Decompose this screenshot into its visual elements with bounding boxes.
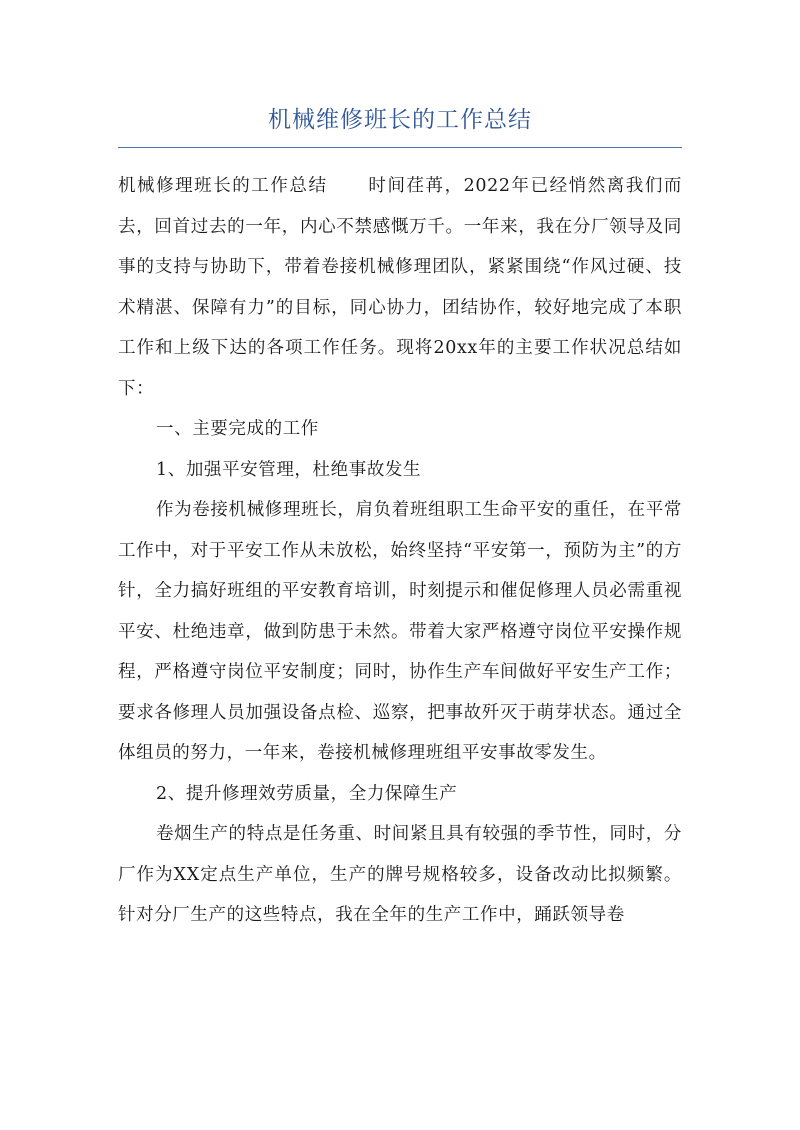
subsection-paragraph-2: 卷烟生产的特点是任务重、时间紧且具有较强的季节性，同时，分厂作为XX定点生产单位，生产的牌号规格较多，设备改动比拟频繁。针对分厂生产的这些特点，我在全年的生产工作中，踊跃领导卷 <box>118 824 682 925</box>
document-title: 机械维修班长的工作总结 <box>268 107 532 133</box>
intro-text: 时间荏苒，2022年已经悄然离我们而去，回首过去的一年，内心不禁感慨万千。一年来，我在分厂领导及同事的支持与协助下，带着卷接机械修理团队，紧紧围绕“作风过硬、技术精湛、保障有力”的目标，同心协力，团结协作，较好地完成了本职工作和上级下达的各项工作任务。现将20xx年的主要工作状况总结如下： <box>118 176 682 399</box>
document-body <box>118 166 682 936</box>
intro-lead: 机械修理班长的工作总结 <box>118 176 328 196</box>
subsection-heading-2: 2、提升修理效劳质量，全力保障生产 <box>156 783 458 804</box>
intro-paragraph <box>118 166 682 409</box>
subsection-paragraph-1: 作为卷接机械修理班长，肩负着班组职工生命平安的重任，在平常工作中，对于平安工作从未放松，始终坚持“平安第一，预防为主”的方针，全力搞好班组的平安教育培训，时刻提示和催促修理人员必需重视平安、杜绝违章，做到防患于未然。带着大家严格遵守岗位平安操作规程，严格遵守岗位平安制度；同时，协作生产车间做好平安生产工作；要求各修理人员加强设备点检、巡察，把事故歼灭于萌芽状态。通过全体组员的努力，一年来，卷接机械修理班组平安事故零发生。 <box>118 500 682 763</box>
title-divider <box>118 147 682 148</box>
subsection-heading-1: 1、加强平安管理，杜绝事故发生 <box>156 459 422 480</box>
section-heading: 一、主要完成的工作 <box>156 419 319 439</box>
